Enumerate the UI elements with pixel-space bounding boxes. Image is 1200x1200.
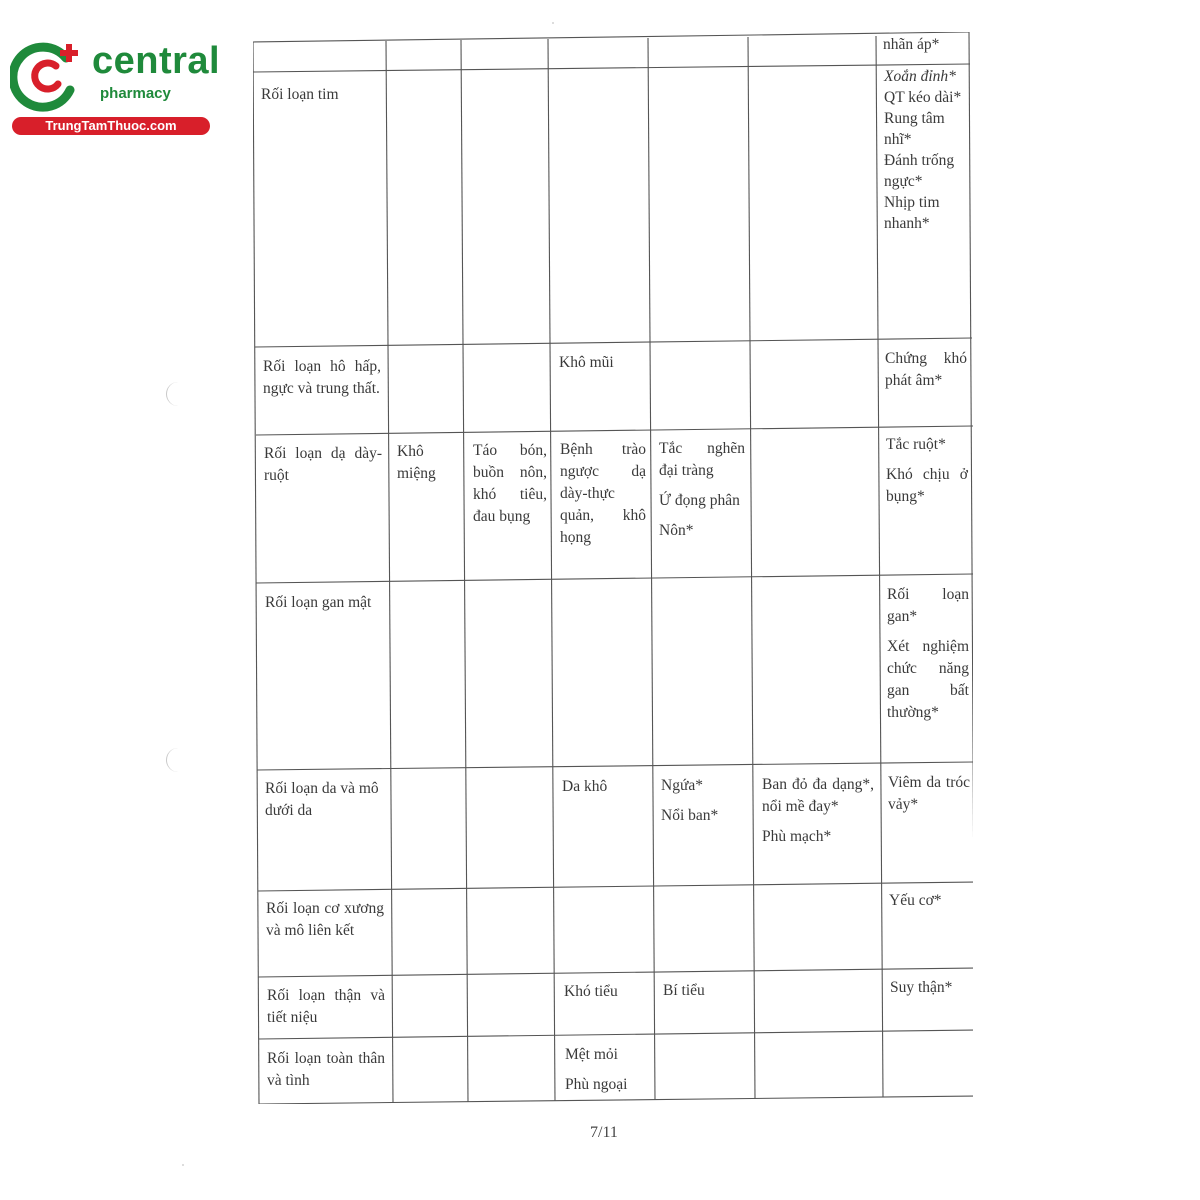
cell-text: Nôn* [659,522,694,539]
page-number: 7/11 [590,1124,618,1141]
cell-text: Khó tiểu [564,983,618,1000]
cell-text: Xét nghiệm chức năng gan bất thường* [887,638,969,721]
adverse-reactions-table [253,32,973,1104]
table-cell [659,438,745,542]
table-cell [564,981,654,1003]
binder-hole-mark [166,382,179,406]
cell-text: Táo bón, buồn nôn, khó tiêu, đau bụng [473,442,547,525]
cell-text: Da khô [562,778,608,795]
cell-text: Bí tiểu [663,982,705,999]
organ-class-cell [263,356,381,400]
organ-class-cell [267,1048,385,1092]
central-pharmacy-logo [10,38,221,138]
table-grid [253,32,973,1104]
cell-text: QT kéo dài* [884,89,962,106]
cell-text: Nổi ban* [661,807,719,824]
cell-text: Viêm da tróc vảy* [888,774,970,813]
table-cell [884,66,966,234]
organ-class-cell [267,985,385,1029]
organ-class-label: Rối loạn cơ xương và mô liên kết [266,900,384,939]
table-cell [560,439,646,549]
cell-text: Ngứa* [661,777,703,794]
table-cell [890,977,972,999]
table-cell [889,890,971,912]
table-cell [762,774,874,848]
cell-text: Đánh trống ngực* [884,152,955,190]
table-cell [562,776,652,798]
cell-text: Chứng khó phát âm* [885,350,967,389]
cell-text: Rung tâm nhĩ* [884,110,945,148]
cell-text: Rối loạn gan* [887,586,969,625]
cell-text: Phù mạch* [762,828,832,845]
organ-class-cell [261,84,381,106]
table-cell [885,348,967,392]
organ-class-label: Rối loạn tim [261,86,339,103]
logo-subtitle: pharmacy [100,85,171,102]
logo-name: central [92,40,221,82]
logo-site-banner: TrungTamThuoc.com [12,117,210,135]
organ-class-label: Rối loạn thận và tiết niệu [267,987,385,1026]
organ-class-label: Rối loạn gan mật [265,594,372,611]
cell-text: Bệnh trào ngược dạ dày-thực quản, khô họng [560,441,646,546]
organ-class-cell [265,592,383,614]
table-cell [473,440,547,528]
organ-class-cell [265,778,385,822]
table-cell [887,584,969,724]
cell-text: Khô miệng [397,443,436,482]
cell-text: Tắc ruột* [886,436,946,453]
binder-hole-mark [166,748,179,772]
cell-text: Nhịp tim nhanh* [884,194,940,232]
organ-class-label: Rối loạn da và mô dưới da [265,780,379,819]
organ-class-label: Rối loạn dạ dày-ruột [264,445,382,484]
cell-text: Phù ngoại [565,1076,628,1093]
organ-class-cell [266,898,384,942]
organ-class-label: Rối loạn hô hấp, ngực và trung thất. [263,358,381,397]
table-cell [559,352,651,374]
cell-text: Xoắn đỉnh* [884,68,956,85]
logo-mark-icon [10,38,90,116]
scan-speck [182,1164,184,1166]
table-cell [886,434,968,508]
cell-text: Mệt mỏi [565,1046,618,1063]
cell-text: Tắc nghẽn đại tràng [659,440,745,479]
cell-text: Suy thận* [890,979,953,996]
table-cell [888,772,970,816]
cell-text: Yếu cơ* [889,892,942,909]
table-cell [397,441,461,485]
table-cell [883,34,967,56]
cell-text: Khó chịu ở bụng* [886,466,968,505]
cell-text: Ban đỏ đa dạng*, nổi mề đay* [762,776,874,815]
table-cell [661,775,751,827]
cell-text: nhãn áp* [883,36,940,53]
scan-speck [552,22,554,24]
table-cell [565,1044,655,1096]
cell-text: Khô mũi [559,354,614,371]
organ-class-label: Rối loạn toàn thân và tình [267,1050,385,1089]
table-cell [663,980,753,1002]
cell-text: Ứ đọng phân [659,492,740,509]
organ-class-cell [264,443,382,487]
